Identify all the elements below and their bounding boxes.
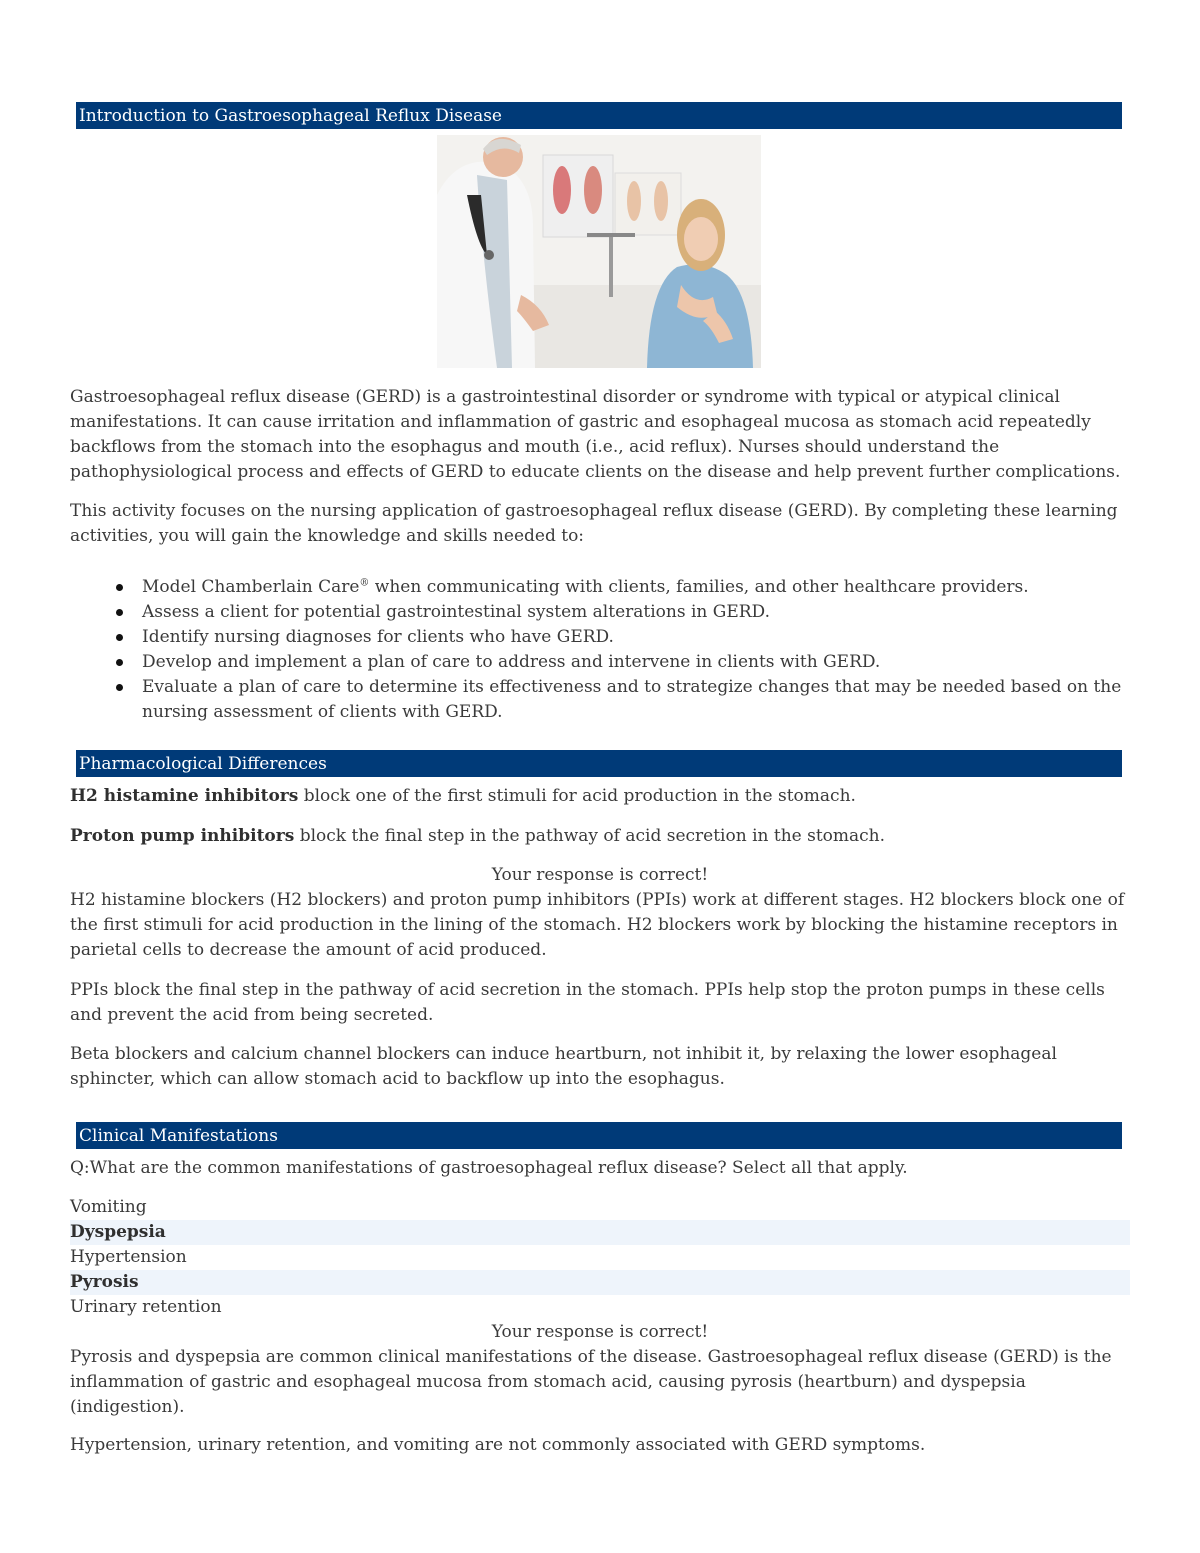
clinical-explanation-block-2 (70, 1433, 1130, 1458)
objective-item (70, 625, 1130, 650)
photo-illustration (437, 135, 761, 368)
answer-option-dyspepsia[interactable]: Dyspepsia (70, 1220, 1130, 1245)
answer-option-vomiting[interactable]: Vomiting (70, 1197, 147, 1217)
bullet-icon (116, 634, 123, 641)
ppi-line (70, 824, 1130, 849)
objective-text: Identify nursing diagnoses for clients who have GERD. (142, 627, 614, 647)
registered-mark: ® (359, 577, 370, 589)
answer-option-pyrosis[interactable]: Pyrosis (70, 1270, 1130, 1295)
pharm-explanation-1: H2 histamine blockers (H2 blockers) and proton pump inhibitors (PPIs) work at different stages. H2 blockers block one of the first stimuli for acid production in the lining of the stomach. H2 blockers work by blocking the histamine receptors in parietal cells to decrease the amount of acid produced. (70, 890, 1125, 960)
doctor-patient-photo (437, 135, 761, 368)
pharm-explanation-block-2 (70, 978, 1130, 1028)
pharm-explanation-2: PPIs block the final step in the pathway of acid secretion in the stomach. PPIs help stop the proton pumps in these cells and prevent the acid from being secreted. (70, 980, 1105, 1025)
h2-inhibitors-line (70, 784, 1130, 809)
h2-term: H2 histamine inhibitors (70, 786, 299, 806)
objective-item (70, 600, 1130, 625)
section-header-clinical: Clinical Manifestations (76, 1122, 1122, 1149)
answer-option-urinary-retention[interactable]: Urinary retention (70, 1297, 222, 1317)
pharm-explanation-block-3 (70, 1042, 1130, 1092)
answer-options (70, 1195, 1130, 1420)
objective-text: Assess a client for potential gastrointestinal system alterations in GERD. (142, 602, 770, 622)
bullet-icon (116, 684, 123, 691)
bullet-icon (116, 584, 123, 591)
objective-text: Evaluate a plan of care to determine its effectiveness and to strategize changes that may be needed based on the nursing assessment of clients with GERD. (142, 677, 1122, 722)
bullet-icon (116, 609, 123, 616)
objective-item (70, 675, 1130, 725)
objective-item (70, 650, 1130, 675)
activity-paragraph (70, 499, 1130, 549)
objective-item (70, 575, 1130, 600)
question-block (70, 1156, 1130, 1181)
bullet-icon (116, 659, 123, 666)
question-text: Q:What are the common manifestations of gastroesophageal reflux disease? Select all that apply. (70, 1158, 908, 1178)
section-header-introduction: Introduction to Gastroesophageal Reflux Disease (76, 102, 1122, 129)
intro-text: Gastroesophageal reflux disease (GERD) is a gastrointestinal disorder or syndrome with typical or atypical clinical manifestations. It can cause irritation and inflammation of gastric and esophageal mucosa as stomach acid repeatedly backflows from the stomach into the esophagus and mouth (i.e., acid reflux). Nurses should understand the pathophysiological process and effects of GERD to educate clients on the disease and help prevent further complications. (70, 387, 1121, 482)
section-header-pharmacological: Pharmacological Differences (76, 750, 1122, 777)
answer-option-hypertension[interactable]: Hypertension (70, 1247, 187, 1267)
objective-text: Model Chamberlain Care (142, 577, 360, 597)
pharm-feedback-block (70, 863, 1130, 963)
intro-paragraph (70, 385, 1130, 485)
ppi-description: block the final step in the pathway of acid secretion in the stomach. (294, 826, 886, 846)
pharm-explanation-3: Beta blockers and calcium channel blockers can induce heartburn, not inhibit it, by relaxing the lower esophageal sphincter, which can allow stomach acid to backflow up into the esophagus. (70, 1044, 1057, 1089)
feedback-message: Your response is correct! (491, 865, 709, 885)
clinical-explanation-1: Pyrosis and dyspepsia are common clinical manifestations of the disease. Gastroesophageal reflux disease (GERD) is the inflammation of gastric and esophageal mucosa from stomach acid, causing pyrosis (heartburn) and dyspepsia (indigestion). (70, 1347, 1112, 1417)
objectives-list (70, 575, 1130, 725)
objective-text-cont: when communicating with clients, families, and other healthcare providers. (369, 577, 1029, 597)
h2-description: block one of the first stimuli for acid production in the stomach. (298, 786, 856, 806)
clinical-explanation-2: Hypertension, urinary retention, and vomiting are not commonly associated with GERD symptoms. (70, 1435, 926, 1455)
feedback-message: Your response is correct! (491, 1322, 709, 1342)
objective-text: Develop and implement a plan of care to address and intervene in clients with GERD. (142, 652, 881, 672)
activity-text: This activity focuses on the nursing application of gastroesophageal reflux disease (GERD). By completing these learning activities, you will gain the knowledge and skills needed to: (70, 501, 1118, 546)
ppi-term: Proton pump inhibitors (70, 826, 295, 846)
